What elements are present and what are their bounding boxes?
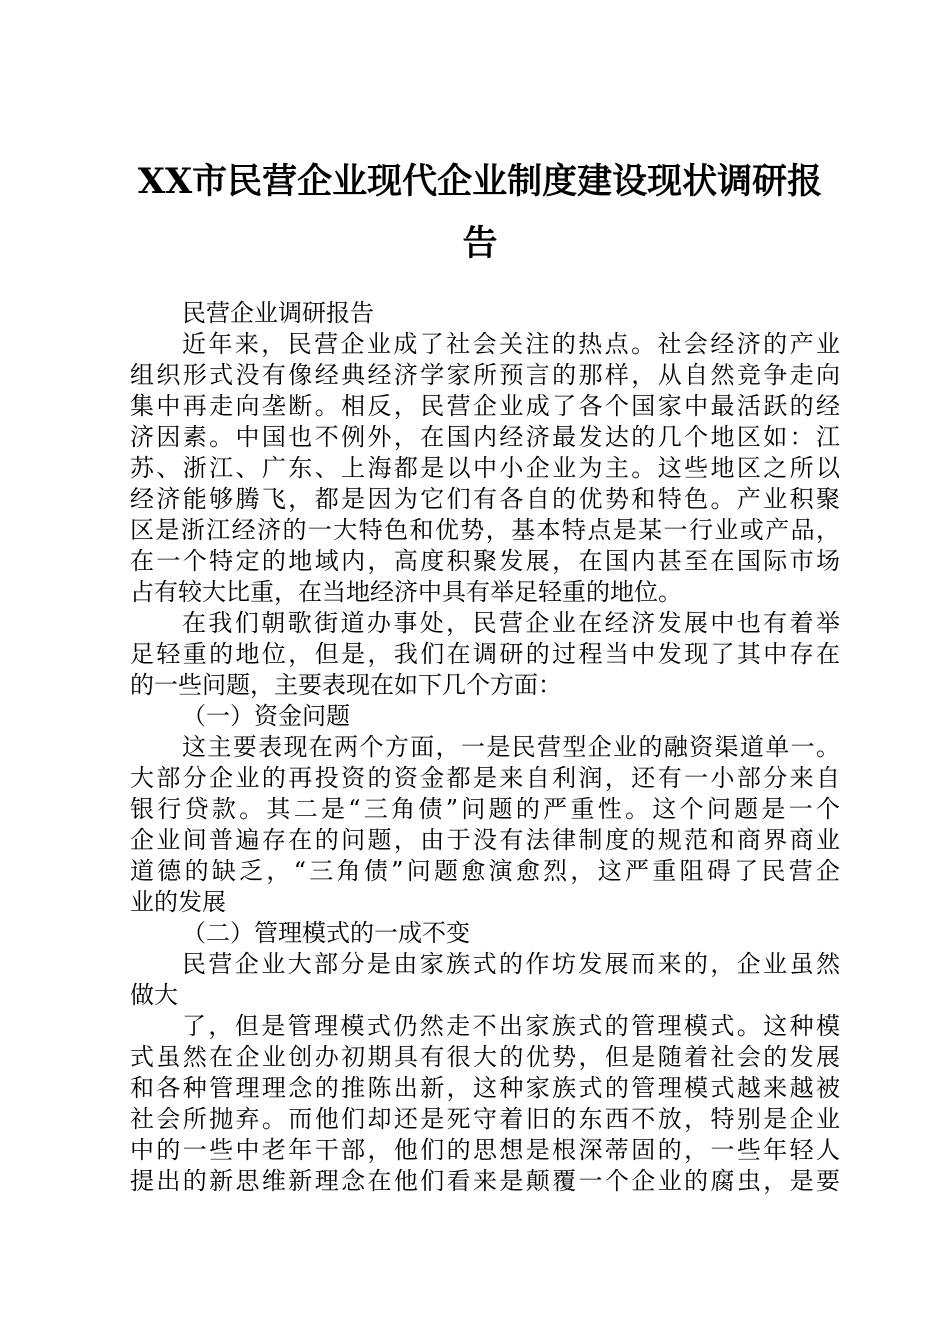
body-line: 区是浙江经济的一大特色和优势，基本特点是某一行业或产品， [130,516,840,544]
document-title-line-1: XX市民营企业现代企业制度建设现状调研报 [137,161,823,202]
body-line: 做大 [130,981,178,1009]
body-line: 社会所抛弃。而他们却还是死守着旧的东西不放，特别是企业 [130,1105,840,1133]
body-line: 式虽然在企业创办初期具有很大的优势，但是随着社会的发展 [130,1043,840,1071]
body-line: 大部分企业的再投资的资金都是来自利润，还有一小部分来自 [130,764,840,792]
section-heading: （二）管理模式的一成不变 [182,919,470,947]
body-line: 业的发展 [130,888,226,916]
subtitle-line: 民营企业调研报告 [182,299,374,327]
body-line: 在一个特定的地域内，高度积聚发展，在国内甚至在国际市场 [130,547,840,575]
body-line: 道德的缺乏，“三角债”问题愈演愈烈，这严重阻碍了民营企 [130,857,840,885]
body-line: 企业间普遍存在的问题，由于没有法律制度的规范和商界商业 [130,826,840,854]
body-line: 在我们朝歌街道办事处，民营企业在经济发展中也有着举 [182,609,840,637]
body-line: 占有较大比重，在当地经济中具有举足轻重的地位。 [130,578,682,606]
body-line: 了，但是管理模式仍然走不出家族式的管理模式。这种模 [182,1012,840,1040]
document-title-line-2: 告 [462,223,498,264]
body-line: 中的一些中老年干部，他们的思想是根深蒂固的，一些年轻人 [130,1136,840,1164]
body-line: 的一些问题，主要表现在如下几个方面： [130,671,562,699]
body-line: 银行贷款。其二是“三角债”问题的严重性。这个问题是一个 [130,795,840,823]
body-line: 集中再走向垄断。相反，民营企业成了各个国家中最活跃的经 [130,392,840,420]
body-line: 近年来，民营企业成了社会关注的热点。社会经济的产业 [182,330,840,358]
body-line: 组织形式没有像经典经济学家所预言的那样，从自然竞争走向 [130,361,840,389]
body-line: 经济能够腾飞，都是因为它们有各自的优势和特色。产业积聚 [130,485,840,513]
body-line: 和各种管理理念的推陈出新，这种家族式的管理模式越来越被 [130,1074,840,1102]
body-line: 济因素。中国也不例外，在国内经济最发达的几个地区如：江 [130,423,840,451]
body-line: 提出的新思维新理念在他们看来是颠覆一个企业的腐虫，是要 [130,1167,840,1195]
section-heading: （一）资金问题 [182,702,350,730]
body-line: 苏、浙江、广东、上海都是以中小企业为主。这些地区之所以 [130,454,840,482]
body-line: 民营企业大部分是由家族式的作坊发展而来的，企业虽然 [182,950,840,978]
body-line: 足轻重的地位，但是，我们在调研的过程当中发现了其中存在 [130,640,840,668]
body-line: 这主要表现在两个方面，一是民营型企业的融资渠道单一。 [182,733,840,761]
